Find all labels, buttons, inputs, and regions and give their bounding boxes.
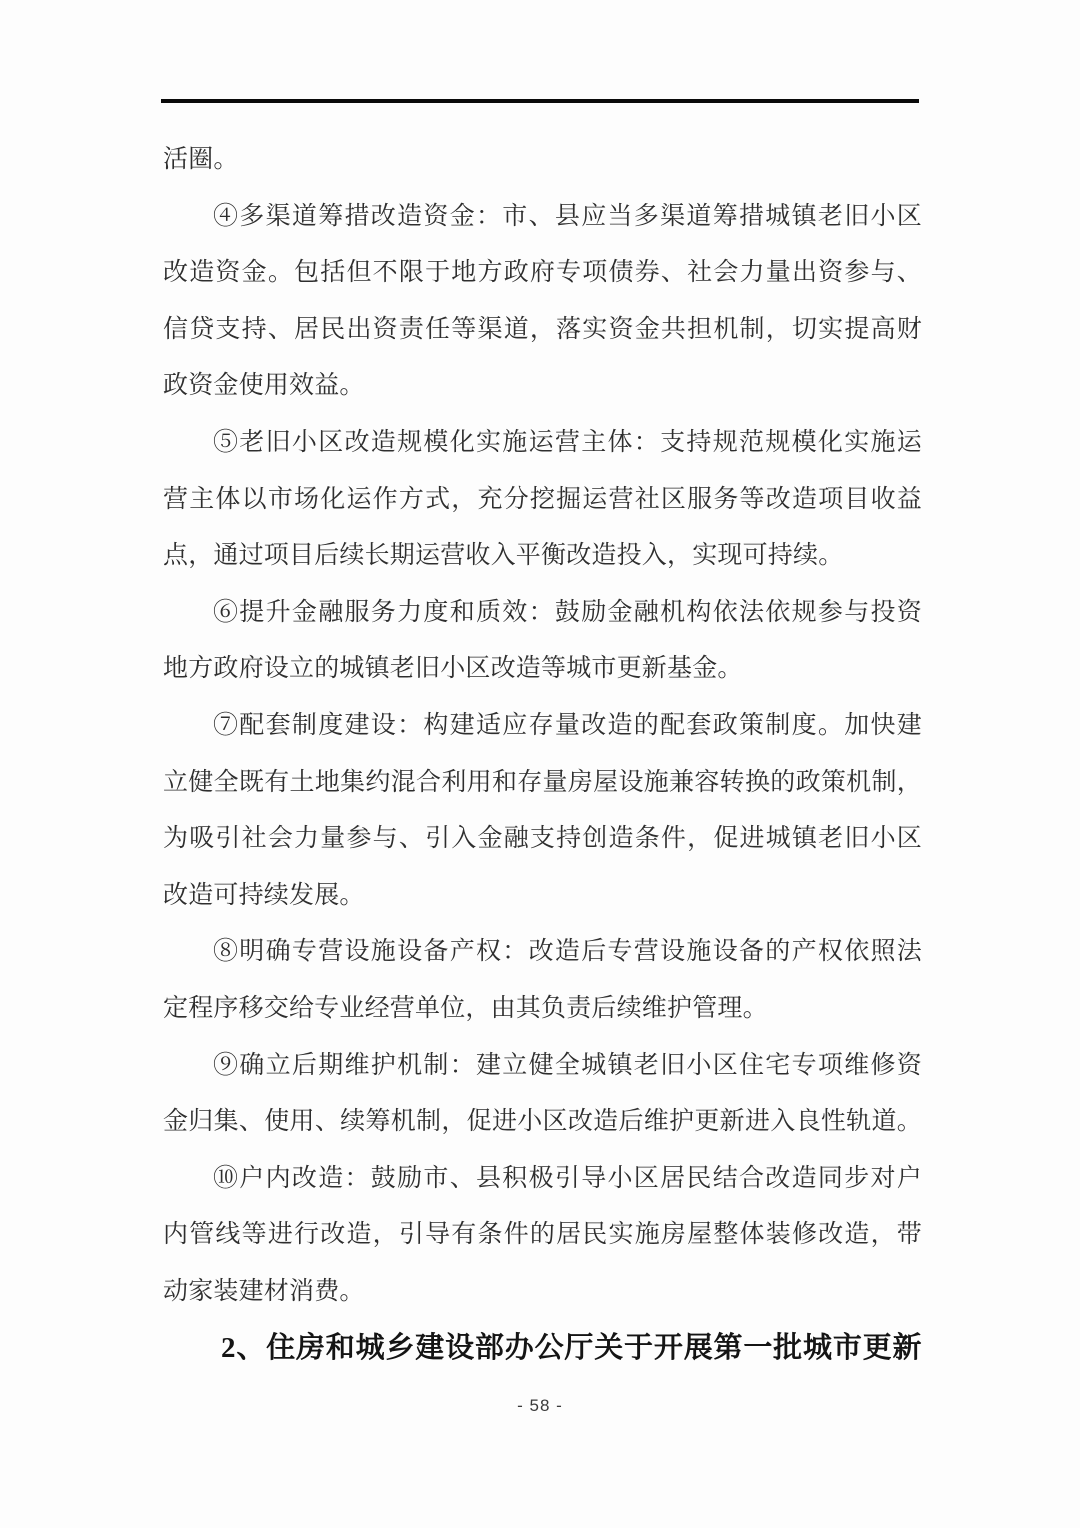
header-rule bbox=[161, 99, 919, 103]
text-line: ⑦配套制度建设：构建适应存量改造的配套政策制度。加快建 bbox=[213, 711, 922, 739]
text-line: ⑨确立后期维护机制：建立健全城镇老旧小区住宅专项维修资 bbox=[213, 1051, 922, 1079]
text-line: 定程序移交给专业经营单位，由其负责后续维护管理。 bbox=[163, 994, 768, 1022]
text-line: 金归集、使用、续筹机制，促进小区改造后维护更新进入良性轨道。 bbox=[163, 1108, 922, 1136]
text-line: 营主体以市场化运作方式，充分挖掘运营社区服务等改造项目收益 bbox=[163, 485, 922, 513]
text-line: ⑤老旧小区改造规模化实施运营主体：支持规范规模化实施运 bbox=[213, 428, 922, 456]
text-line: 活圈。 bbox=[163, 146, 239, 173]
text-line: 动家装建材消费。 bbox=[163, 1277, 365, 1305]
text-line: 信贷支持、居民出资责任等渠道，落实资金共担机制，切实提高财 bbox=[163, 315, 922, 343]
text-line: ⑥提升金融服务力度和质效：鼓励金融机构依法依规参与投资 bbox=[213, 598, 922, 626]
section-heading: 2、住房和城乡建设部办公厅关于开展第一批城市更新 bbox=[221, 1332, 922, 1365]
text-line: 为吸引社会力量参与、引入金融支持创造条件，促进城镇老旧小区 bbox=[163, 825, 922, 853]
text-line: ④多渠道筹措改造资金：市、县应当多渠道筹措城镇老旧小区 bbox=[213, 202, 922, 230]
text-line: ⑧明确专营设施设备产权：改造后专营设施设备的产权依照法 bbox=[213, 938, 922, 966]
text-line: 内管线等进行改造，引导有条件的居民实施房屋整体装修改造，带 bbox=[163, 1221, 922, 1249]
text-line: 政资金使用效益。 bbox=[163, 372, 365, 400]
text-line: 点，通过项目后续长期运营收入平衡改造投入，实现可持续。 bbox=[163, 542, 844, 570]
page-number: - 58 - bbox=[517, 1396, 563, 1415]
text-line: 立健全既有土地集约混合利用和存量房屋设施兼容转换的政策机制， bbox=[163, 768, 922, 796]
text-line: 改造可持续发展。 bbox=[163, 881, 365, 909]
document-body bbox=[163, 132, 922, 1377]
text-line: 改造资金。包括但不限于地方政府专项债券、社会力量出资参与、 bbox=[163, 259, 922, 287]
text-line: ⑩户内改造：鼓励市、县积极引导小区居民结合改造同步对户 bbox=[213, 1164, 922, 1192]
text-line: 地方政府设立的城镇老旧小区改造等城市更新基金。 bbox=[163, 655, 743, 683]
